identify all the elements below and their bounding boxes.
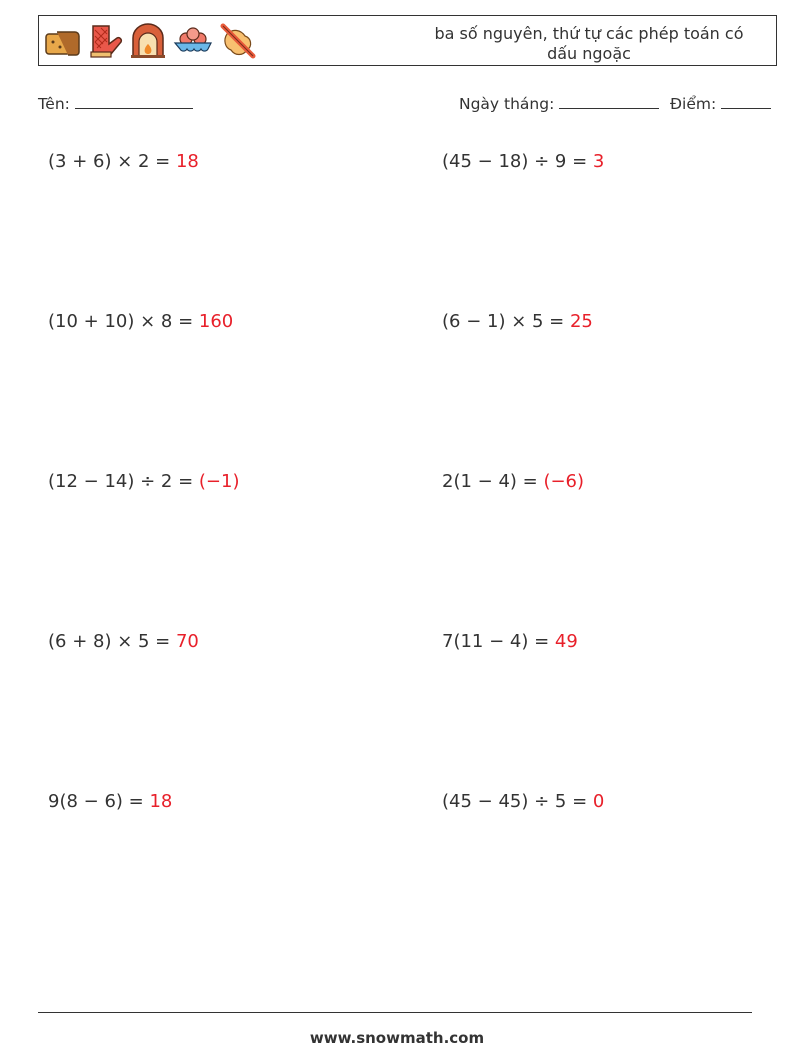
date-line[interactable] [559,94,659,109]
problem-7 [48,631,199,652]
problem-8 [442,631,578,652]
problem-expression: (6 − 1) × 5 = [442,311,570,332]
oven-mitt-icon [87,22,123,60]
problem-expression: 7(11 − 4) = [442,631,555,652]
problem-expression: (12 − 14) ÷ 2 = [48,471,199,492]
bread-icon [43,22,81,60]
problem-expression: (45 − 18) ÷ 9 = [442,151,593,172]
footer-url[interactable]: www.snowmath.com [309,1029,485,1047]
problem-expression: (10 + 10) × 8 = [48,311,199,332]
score-field[interactable] [670,94,771,113]
name-field[interactable] [38,94,193,113]
problem-answer: 70 [175,631,199,652]
worksheet-title: ba số nguyên, thứ tự các phép toán có dấu ngoặc [434,24,744,63]
problem-3 [48,311,233,332]
problem-expression: 9(8 − 6) = [48,791,150,812]
date-field[interactable] [459,94,659,113]
rolling-pin-icon [219,22,257,60]
problem-6 [442,471,584,492]
problem-5 [48,471,239,492]
name-label: Tên: [38,95,70,113]
worksheet-header [38,15,777,66]
fireplace-oven-icon [129,22,167,60]
problem-4 [442,311,593,332]
date-label: Ngày tháng: [459,95,555,113]
problem-answer: 25 [569,311,593,332]
problem-answer: 18 [149,791,173,812]
problem-2 [442,151,604,172]
problem-answer: (−1) [198,471,240,492]
score-label: Điểm: [670,95,717,113]
problem-answer: 18 [175,151,199,172]
problem-answer: 160 [198,311,234,332]
footer-divider [38,1012,752,1013]
problem-9 [48,791,172,812]
header-icons [43,22,257,62]
problem-answer: 3 [592,151,605,172]
egg-tray-icon [173,22,213,60]
score-line[interactable] [721,94,771,109]
problem-answer: 0 [592,791,605,812]
problem-answer: (−6) [543,471,585,492]
problem-1 [48,151,199,172]
problem-10 [442,791,604,812]
name-line[interactable] [75,94,193,109]
problem-expression: 2(1 − 4) = [442,471,544,492]
problem-answer: 49 [554,631,578,652]
problem-expression: (6 + 8) × 5 = [48,631,176,652]
problem-expression: (45 − 45) ÷ 5 = [442,791,593,812]
problem-expression: (3 + 6) × 2 = [48,151,176,172]
